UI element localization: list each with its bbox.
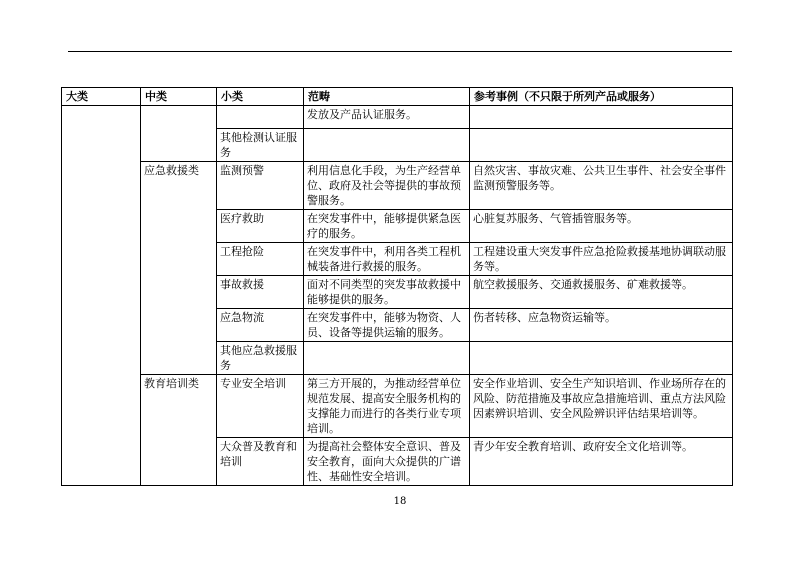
- table-row: [62, 106, 733, 129]
- minor-category-cell: 医疗救助: [217, 210, 304, 243]
- table-header-row: [62, 88, 733, 106]
- minor-category-cell: 其他检测认证服务: [217, 129, 304, 162]
- scope-cell: 发放及产品认证服务。: [304, 106, 470, 129]
- scope-cell: 面对不同类型的突发事故救援中能够提供的服务。: [304, 276, 470, 309]
- scope-cell: 在突发事件中，利用各类工程机械装备进行救援的服务。: [304, 243, 470, 276]
- minor-category-cell: 大众普及教育和培训: [217, 438, 304, 486]
- header-examples: 参考事例（不只限于所列产品或服务）: [470, 88, 733, 106]
- example-cell: 心脏复苏服务、气管插管服务等。: [470, 210, 733, 243]
- example-cell: 伤者转移、应急物资运输等。: [470, 309, 733, 342]
- middle-category-cell: 应急救援类: [141, 162, 217, 375]
- header-middle-category: 中类: [141, 88, 217, 106]
- header-scope: 范畴: [304, 88, 470, 106]
- scope-cell: 在突发事件中，能够为物资、人员、设备等提供运输的服务。: [304, 309, 470, 342]
- page-number: 18: [393, 496, 407, 507]
- minor-category-cell: 专业安全培训: [217, 375, 304, 438]
- example-cell: [470, 106, 733, 129]
- middle-category-cell: 教育培训类: [141, 375, 217, 486]
- table-row: [62, 162, 733, 210]
- scope-cell: 为提高社会整体安全意识、普及安全教育，面向大众提供的广谱性、基础性安全培训。: [304, 438, 470, 486]
- header-major-category: 大类: [62, 88, 141, 106]
- header-minor-category: 小类: [217, 88, 304, 106]
- middle-category-cell: [141, 106, 217, 162]
- scope-cell: 在突发事件中，能够提供紧急医疗的服务。: [304, 210, 470, 243]
- minor-category-cell: 其他应急救援服务: [217, 342, 304, 375]
- minor-category-cell: 事故救援: [217, 276, 304, 309]
- table-row: [62, 375, 733, 438]
- example-cell: [470, 129, 733, 162]
- scope-cell: [304, 342, 470, 375]
- example-cell: 航空救援服务、交通救援服务、矿难救援等。: [470, 276, 733, 309]
- scope-cell: [304, 129, 470, 162]
- service-catalog-table: [61, 87, 733, 486]
- header-rule: [68, 51, 732, 52]
- example-cell: 自然灾害、事故灾难、公共卫生事件、社会安全事件监测预警服务等。: [470, 162, 733, 210]
- minor-category-cell: 监测预警: [217, 162, 304, 210]
- example-cell: 安全作业培训、安全生产知识培训、作业场所存在的风险、防范措施及事故应急措施培训、重点方法风险因素辨识培训、安全风险辨识评估结果培训等。: [470, 375, 733, 438]
- minor-category-cell: [217, 106, 304, 129]
- minor-category-cell: 应急物流: [217, 309, 304, 342]
- example-cell: 工程建设重大突发事件应急抢险救援基地协调联动服务等。: [470, 243, 733, 276]
- scope-cell: 第三方开展的，为推动经营单位规范发展、提高安全服务机构的支撑能力而进行的各类行业专项培训。: [304, 375, 470, 438]
- scope-cell: 利用信息化手段，为生产经营单位、政府及社会等提供的事故预警服务。: [304, 162, 470, 210]
- example-cell: [470, 342, 733, 375]
- example-cell: 青少年安全教育培训、政府安全文化培训等。: [470, 438, 733, 486]
- major-category-cell: [62, 106, 141, 486]
- minor-category-cell: 工程抢险: [217, 243, 304, 276]
